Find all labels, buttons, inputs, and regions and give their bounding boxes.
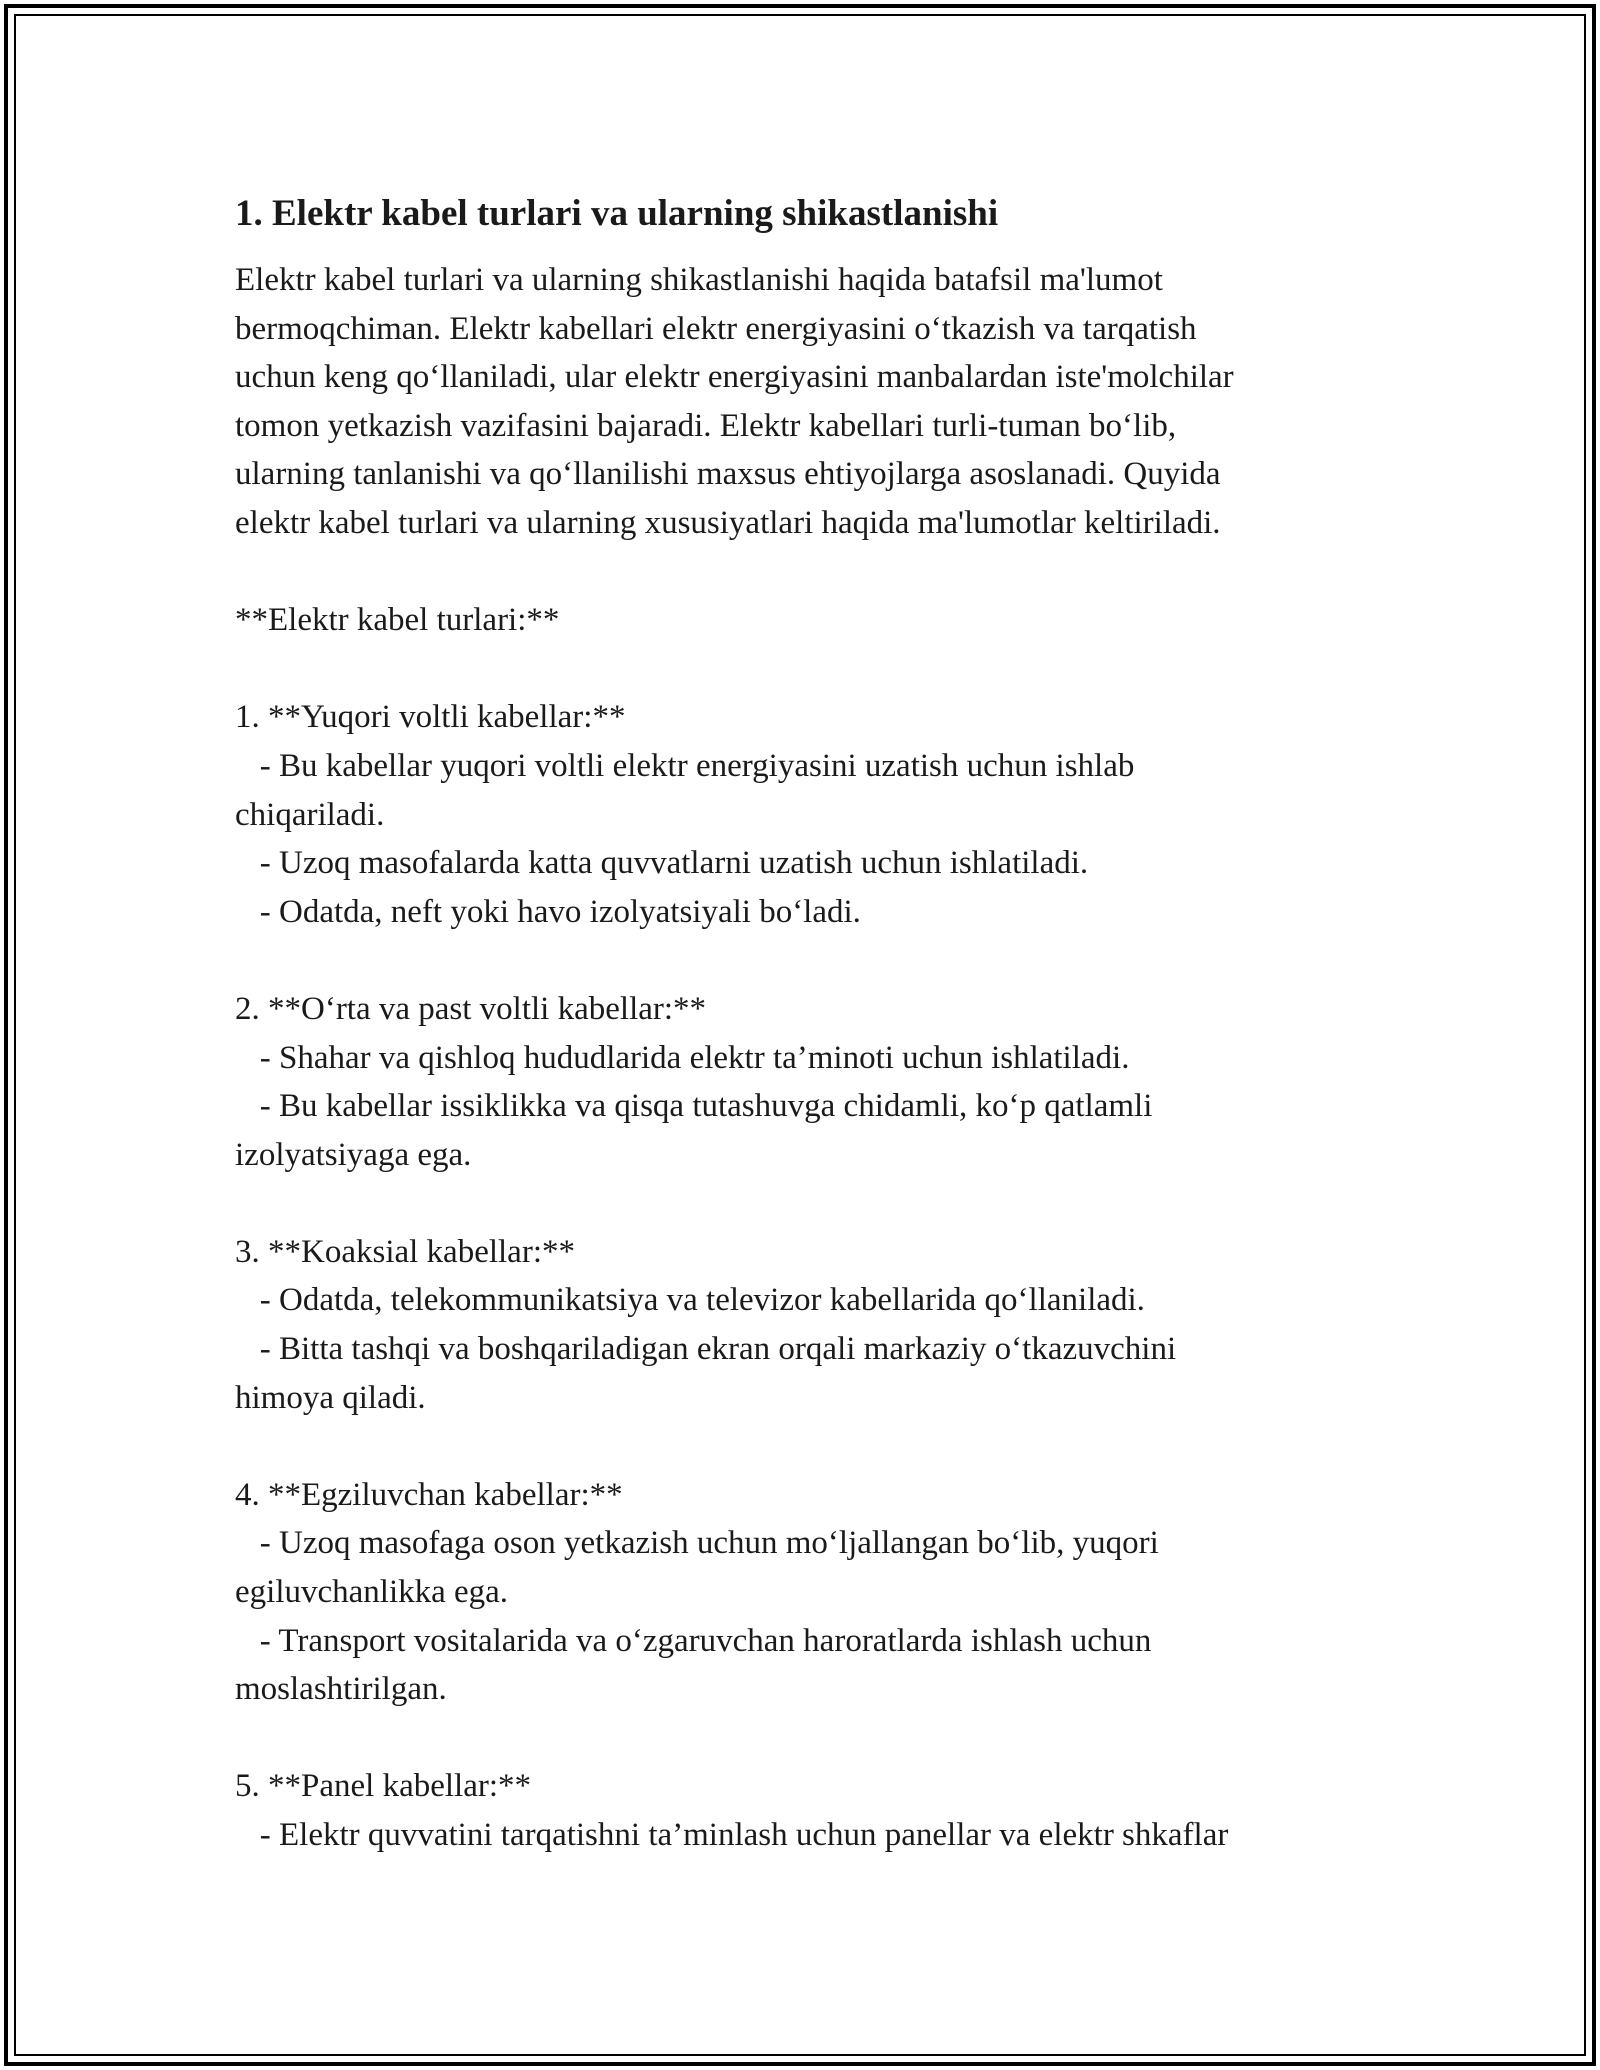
list-item-line: - Odatda, neft yoki havo izolyatsiyali bo‘ladi. — [235, 893, 861, 930]
list-item-line: - Bu kabellar yuqori voltli elektr energiyasini uzatish uchun ishlab — [235, 747, 1135, 784]
list-item-line: egiluvchanlikka ega. — [235, 1574, 509, 1611]
intro-line: tomon yetkazish vazifasini bajaradi. Elektr kabellari turli-tuman bo‘lib, — [235, 407, 1177, 444]
section-heading: **Elektr kabel turlari:** — [235, 602, 560, 639]
blank-line — [235, 645, 1365, 694]
list-item-heading: 5. **Panel kabellar:** — [235, 1768, 532, 1805]
list-item-1 — [235, 693, 1365, 936]
list-item-5 — [235, 1762, 1365, 1859]
list-item-line: moslashtirilgan. — [235, 1671, 447, 1708]
list-item-line: - Shahar va qishloq hududlarida elektr ta’minoti uchun ishlatiladi. — [235, 1039, 1130, 1076]
list-item-line: - Elektr quvvatini tarqatishni ta’minlash uchun panellar va elektr shkaflar — [235, 1817, 1229, 1853]
list-item-4 — [235, 1471, 1365, 1714]
intro-line: bermoqchiman. Elektr kabellari elektr energiyasini o‘tkazish va tarqatish — [235, 310, 1197, 347]
intro-paragraph — [235, 256, 1365, 548]
list-item-heading: 1. **Yuqori voltli kabellar:** — [235, 699, 626, 736]
list-item-3 — [235, 1228, 1365, 1422]
list-item-line: izolyatsiyaga ega. — [235, 1136, 472, 1173]
blank-line — [235, 548, 1365, 597]
intro-line: Elektr kabel turlari va ularning shikastlanishi haqida batafsil ma'lumot — [235, 262, 1163, 298]
list-item-2 — [235, 985, 1365, 1179]
list-item-line: - Uzoq masofaga oson yetkazish uchun mo‘ljallangan bo‘lib, yuqori — [235, 1525, 1159, 1562]
list-item-line: himoya qiladi. — [235, 1379, 426, 1416]
intro-line: ularning tanlanishi va qo‘llanilishi maxsus ehtiyojlarga asoslanadi. Quyida — [235, 456, 1221, 493]
list-item-line: - Bu kabellar issiklikka va qisqa tutashuvga chidamli, ko‘p qatlamli — [235, 1088, 1153, 1125]
blank-line — [235, 936, 1365, 985]
document-title: 1. Elektr kabel turlari va ularning shikastlanishi — [235, 193, 999, 234]
blank-line — [235, 1714, 1365, 1763]
intro-line: uchun keng qo‘llaniladi, ular elektr energiyasini manbalardan iste'molchilar — [235, 359, 1234, 396]
document-body — [235, 190, 1365, 1860]
intro-line: elektr kabel turlari va ularning xususiyatlari haqida ma'lumotlar keltiriladi. — [235, 504, 1221, 541]
list-item-line: chiqariladi. — [235, 796, 385, 833]
list-item-heading: 4. **Egziluvchan kabellar:** — [235, 1476, 623, 1513]
list-item-line: - Odatda, telekommunikatsiya va televizor kabellarida qo‘llaniladi. — [235, 1282, 1145, 1319]
blank-line — [235, 1179, 1365, 1228]
blank-line — [235, 1422, 1365, 1471]
list-item-heading: 2. **O‘rta va past voltli kabellar:** — [235, 990, 707, 1027]
list-item-line: - Transport vositalarida va o‘zgaruvchan haroratlarda ishlash uchun — [235, 1622, 1152, 1659]
list-item-heading: 3. **Koaksial kabellar:** — [235, 1233, 575, 1270]
list-item-line: - Bitta tashqi va boshqariladigan ekran orqali markaziy o‘tkazuvchini — [235, 1331, 1177, 1368]
list-item-line: - Uzoq masofalarda katta quvvatlarni uzatish uchun ishlatiladi. — [235, 845, 1089, 882]
